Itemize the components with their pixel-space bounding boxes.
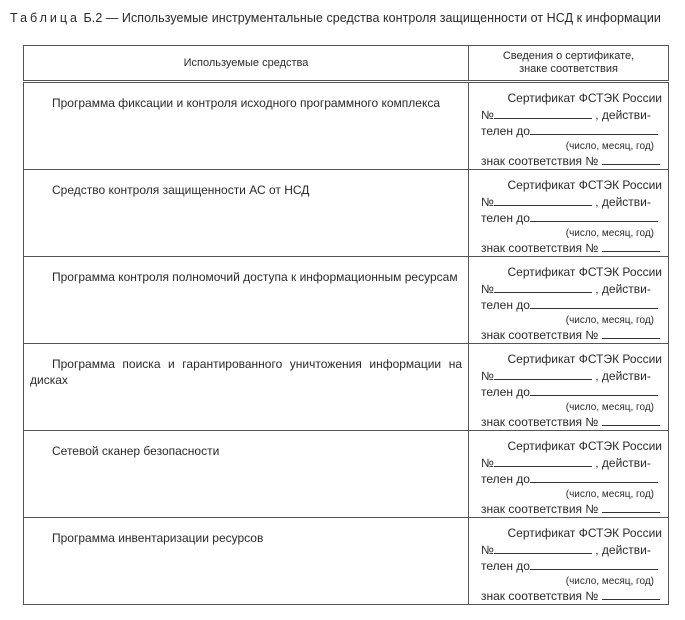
certificate-number-label: № (481, 542, 494, 557)
table-row (24, 344, 669, 431)
certificate-cell (469, 518, 669, 605)
certificate-mark-line (481, 414, 662, 431)
tool-cell (24, 344, 469, 431)
certificate-number-line (481, 107, 662, 124)
header-tools: Используемые средства (24, 46, 469, 82)
certificate-mark-label: знак соответствия № (481, 240, 599, 255)
tool-cell (24, 170, 469, 257)
certificate-title: Сертификат ФСТЭК России (507, 439, 662, 453)
certificate-number-label: № (481, 368, 494, 383)
certificate-mark-label: знак соответствия № (481, 588, 599, 603)
certificate-cell (469, 82, 669, 170)
certificate-date-hint: (число, месяц, год) (565, 140, 654, 152)
tools-table (23, 45, 669, 605)
certificate-cell (469, 257, 669, 344)
certificate-until-label: телен до (481, 385, 530, 399)
caption-prefix: Таблица (10, 11, 81, 25)
certificate-block (469, 83, 668, 169)
certificate-number-label: № (481, 194, 494, 209)
certificate-number-label: № (481, 107, 494, 122)
certificate-block (469, 170, 668, 256)
certificate-number-blank (494, 281, 592, 293)
certificate-mark-blank (602, 153, 660, 165)
certificate-valid-label: , действи- (595, 194, 651, 209)
certificate-until-line (481, 558, 662, 575)
certificate-mark-label: знак соответствия № (481, 153, 599, 168)
certificate-mark-blank (602, 414, 660, 426)
certificate-date-hint: (число, месяц, год) (565, 227, 654, 239)
tool-cell (24, 82, 469, 170)
certificate-title: Сертификат ФСТЭК России (507, 178, 662, 192)
certificate-until-blank (530, 297, 658, 309)
certificate-until-blank (530, 558, 658, 570)
tool-name: Средство контроля защищенности АС от НСД (52, 183, 310, 197)
certificate-title: Сертификат ФСТЭК России (507, 352, 662, 366)
certificate-valid-label: , действи- (595, 281, 651, 296)
table-row (24, 431, 669, 518)
tool-cell (24, 257, 469, 344)
table-row (24, 170, 669, 257)
certificate-mark-blank (602, 240, 660, 252)
certificate-cell (469, 344, 669, 431)
certificate-date-hint: (число, месяц, год) (565, 488, 654, 500)
certificate-mark-line (481, 153, 662, 170)
certificate-number-line (481, 368, 662, 385)
table-header-row (24, 46, 669, 82)
certificate-title: Сертификат ФСТЭК России (507, 265, 662, 279)
certificate-mark-line (481, 588, 662, 605)
header-certificate-line2: знаке соответствия (519, 63, 618, 75)
certificate-until-blank (530, 471, 658, 483)
certificate-block (469, 257, 668, 343)
certificate-block (469, 344, 668, 430)
certificate-date-hint: (число, месяц, год) (565, 401, 654, 413)
tool-name: Программа фиксации и контроля исходного программного комплекса (52, 96, 441, 110)
certificate-number-line (481, 455, 662, 472)
tool-name: Сетевой сканер безопасности (52, 444, 220, 458)
certificate-until-label: телен до (481, 124, 530, 138)
certificate-number-blank (494, 368, 592, 380)
certificate-number-line (481, 281, 662, 298)
certificate-number-blank (494, 107, 592, 119)
certificate-mark-blank (602, 327, 660, 339)
certificate-date-hint: (число, месяц, год) (565, 575, 654, 587)
table-row (24, 257, 669, 344)
certificate-until-label: телен до (481, 211, 530, 225)
certificate-number-label: № (481, 455, 494, 470)
header-certificate-line1: Сведения о сертификате, (502, 50, 635, 62)
certificate-number-blank (494, 455, 592, 467)
table-row (24, 82, 669, 170)
certificate-number-line (481, 542, 662, 559)
certificate-until-line (481, 297, 662, 314)
certificate-mark-label: знак соответствия № (481, 414, 599, 429)
certificate-until-label: телен до (481, 472, 530, 486)
certificate-number-label: № (481, 281, 494, 296)
header-certificate (469, 46, 669, 82)
tool-name: Программа контроля полномочий доступа к информационным ресурсам (52, 270, 458, 284)
certificate-title: Сертификат ФСТЭК России (507, 526, 662, 540)
certificate-valid-label: , действи- (595, 107, 651, 122)
certificate-mark-label: знак соответствия № (481, 501, 599, 516)
certificate-mark-line (481, 240, 662, 257)
certificate-until-label: телен до (481, 298, 530, 312)
table-row (24, 518, 669, 605)
certificate-mark-blank (602, 501, 660, 513)
certificate-valid-label: , действи- (595, 542, 651, 557)
certificate-block (469, 518, 668, 604)
certificate-mark-line (481, 501, 662, 518)
certificate-until-line (481, 210, 662, 227)
certificate-number-blank (494, 542, 592, 554)
certificate-number-blank (494, 194, 592, 206)
certificate-until-label: телен до (481, 559, 530, 573)
certificate-mark-label: знак соответствия № (481, 327, 599, 342)
certificate-until-blank (530, 384, 658, 396)
caption-text: Б.2 — Используемые инструментальные средства контроля защищенности от НСД к информации (83, 11, 661, 25)
certificate-until-line (481, 471, 662, 488)
certificate-until-line (481, 384, 662, 401)
tool-name: Программа инвентаризации ресурсов (52, 531, 264, 545)
table-caption (10, 11, 680, 25)
certificate-date-hint: (число, месяц, год) (565, 314, 654, 326)
certificate-until-line (481, 123, 662, 140)
certificate-cell (469, 170, 669, 257)
certificate-mark-blank (602, 588, 660, 600)
certificate-until-blank (530, 123, 658, 135)
tool-cell (24, 431, 469, 518)
certificate-title: Сертификат ФСТЭК России (507, 91, 662, 105)
certificate-block (469, 431, 668, 517)
certificate-number-line (481, 194, 662, 211)
tool-name: Программа поиска и гарантированного уничтожения информации на дисках (30, 357, 462, 387)
certificate-valid-label: , действи- (595, 455, 651, 470)
certificate-mark-line (481, 327, 662, 344)
certificate-valid-label: , действи- (595, 368, 651, 383)
certificate-until-blank (530, 210, 658, 222)
certificate-cell (469, 431, 669, 518)
tool-cell (24, 518, 469, 605)
